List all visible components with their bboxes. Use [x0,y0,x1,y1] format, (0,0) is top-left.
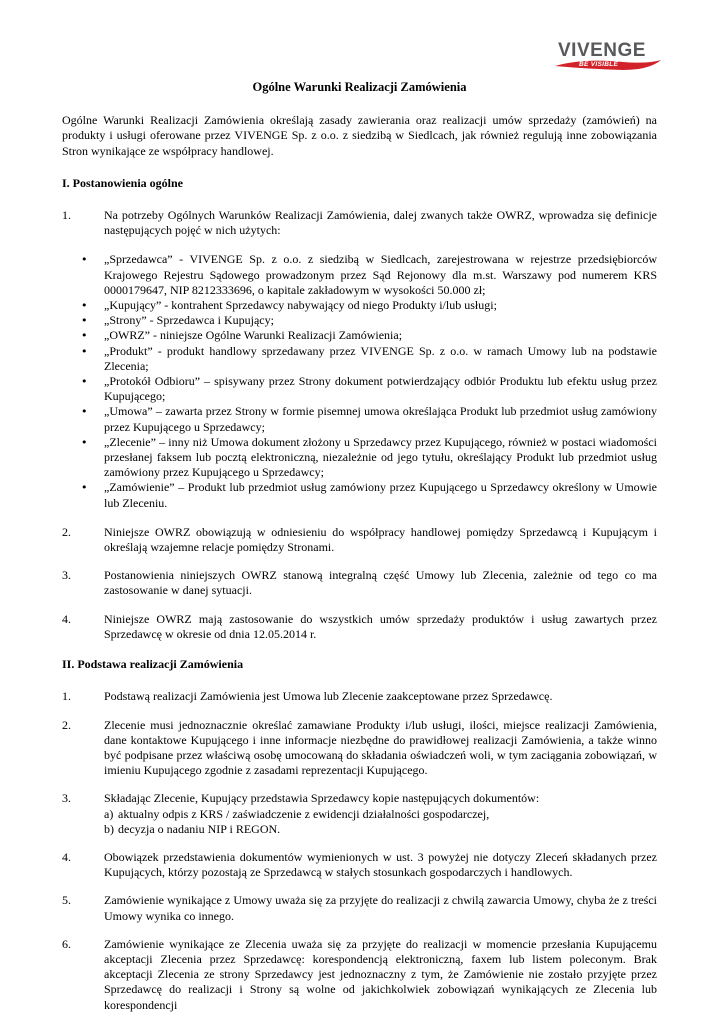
item-number: 5. [62,893,71,908]
item-text: Obowiązek przedstawienia dokumentów wymienionych w ust. 3 powyżej nie dotyczy Zleceń składanych przez Kupujących, którzy pozostają ze Sprzedawcą w stałych stosunkach gospodarczych i handlowych. [104,849,657,880]
item-number: 4. [62,611,71,626]
section2-item-3 [62,791,657,837]
item-text: Składając Zlecenie, Kupujący przedstawia Sprzedawcy kopie następujących dokumentów: [104,791,540,806]
section2-item-6 [62,937,657,1013]
item-number: 3. [62,791,71,806]
item-body [104,791,657,837]
intro-paragraph: Ogólne Warunki Realizacji Zamówienia określają zasady zawierania oraz realizacji umów sprzedaży (zamówień) na produkty i usługi oferowane przez VIVENGE Sp. z o.o. z siedzibą w Siedlcach, jak również regulują inne zobowiązania Stron wynikające ze współpracy handlowej. [62,113,657,158]
item-text: Niniejsze OWRZ obowiązują w odniesieniu do współpracy handlowej pomiędzy Sprzedawcą i Kupującym i określają wzajemne relacje pomiędzy Stronami. [104,524,657,555]
item-number: 2. [62,524,71,539]
item-text: Postanowienia niniejszych OWRZ stanową integralną część Umowy lub Zlecenia, zależnie od tego co ma zastosowanie w danej sytuacji. [104,568,657,598]
section1-item-3 [62,568,657,598]
section1-item-2 [62,525,657,555]
definition-item: • „Kupujący” - kontrahent Sprzedawcy nabywający od niego Produkty i/lub usługi; [62,298,657,313]
section1-item-1 [62,208,657,238]
item-text: Na potrzeby Ogólnych Warunków Realizacji Zamówienia, dalej zwanych także OWRZ, wprowadza się definicje następujących pojęć w nich użytych: [104,208,657,238]
item-number: 2. [62,717,71,732]
section-heading-2: II. Podstawa realizacji Zamówienia [62,657,244,672]
definition-item: • „Umowa” – zawarta przez Strony w formie pisemnej umowa określająca Produkt lub przedmiot usług zamówiony przez Kupującego u Sprzedawcy; [62,404,657,434]
section1-item-4 [62,612,657,642]
vivenge-logo [553,40,663,76]
logo-wordmark: VIVENGE [558,40,646,61]
definition-item: • „OWRZ” - niniejsze Ogólne Warunki Realizacji Zamówienia; [62,328,657,343]
document-body [62,80,657,1026]
item-number: 6. [62,936,71,951]
section2-item-5 [62,893,657,923]
subitem-text: decyzja o nadaniu NIP i REGON. [118,821,281,836]
definition-item: • „Sprzedawca” - VIVENGE Sp. z o.o. z siedzibą w Siedlcach, zarejestrowana w rejestrze przedsiębiorców Krajowego Rejestru Sądowego prowadzonym przez Sąd Rejonowy dla m.st. Warszawy pod numerem KRS 0000179647, NIP 8212333696, o kapitale zakładowym w wysokości 50.000 zł; [62,252,657,298]
definition-item: • „Zlecenie” – inny niż Umowa dokument złożony u Sprzedawcy przez Kupującego, również w postaci wiadomości przesłanej faksem lub pocztą elektroniczną, niezależnie od jego tytułu, określający Produkt lub przedmiot usług zamówiony przez Kupującego u Sprzedawcy; [62,435,657,481]
item-number: 4. [62,849,71,864]
logo-tagline: BE VISIBLE [579,61,619,68]
item-text: Zlecenie musi jednoznacznie określać zamawiane Produkty i/lub usługi, ilości, miejsce realizacji Zamówienia, dane kontaktowe Kupującego i inne informacje niezbędne do prawidłowej realizacji Zamówienia, a także winno być podpisane przez właściwą osobę umocowaną do składania oświadczeń woli, w tym zaciągania zobowiązań, w imieniu Kupującego zgodnie z zasadami reprezentacji Kupującego. [104,717,657,778]
section2-item-1 [62,689,657,704]
definition-item: • „Zamówienie” – Produkt lub przedmiot usług zamówiony przez Kupującego u Sprzedawcy określony w Umowie lub Zleceniu. [62,480,657,510]
item-text: Zamówienie wynikające ze Zlecenia uważa się za przyjęte do realizacji w momencie przesłania Kupującemu akceptacji Zlecenia przez Sprzedawcę: korespondencją elektroniczną, faxem lub listem poleconym. Brak akceptacji Zlecenia ze strony Sprzedawcy jest jednoznaczny z tym, że Zamówienie nie zostało przyjęte przez Sprzedawcę do realizacji i Strony są wolne od jakichkolwiek zobowiązań wynikających ze Zlecenia lub korespondencji [104,936,657,1012]
item-number: 3. [62,568,71,583]
item-number: 1. [62,208,71,223]
item-text: Podstawą realizacji Zamówienia jest Umowa lub Zlecenie zaakceptowane przez Sprzedawcę. [104,689,553,704]
subitem-b [104,822,657,837]
definition-item: • „Protokół Odbioru” – spisywany przez Strony dokument potwierdzający odbiór Produktu lub efektu usług przez Kupującego; [62,374,657,404]
subitem-letter: a) [104,806,114,821]
section2-item-2 [62,718,657,779]
definitions-list [62,252,657,510]
subitem-text: aktualny odpis z KRS / zaświadczenie z ewidencji działalności gospodarczej, [118,806,490,821]
item-text: Niniejsze OWRZ mają zastosowanie do wszystkich umów sprzedaży produktów i usług zawartych przez Sprzedawcę w okresie od dnia 12.05.2014 r. [104,611,657,641]
subitem-a [104,807,657,822]
definition-item: • „Strony” - Sprzedawca i Kupujący; [62,313,657,328]
section2-item-4 [62,850,657,880]
subitem-letter: b) [104,821,114,836]
item-number: 1. [62,689,71,704]
section-heading-1: I. Postanowienia ogólne [62,175,184,190]
definition-item: • „Produkt” - produkt handlowy sprzedawany przez VIVENGE Sp. z o.o. w ramach Umowy lub na podstawie Zlecenia; [62,344,657,374]
item-text: Zamówienie wynikające z Umowy uważa się za przyjęte do realizacji z chwilą zawarcia Umowy, chyba że z treści Umowy wynika co innego. [104,893,657,923]
document-title: Ogólne Warunki Realizacji Zamówienia [252,80,467,94]
